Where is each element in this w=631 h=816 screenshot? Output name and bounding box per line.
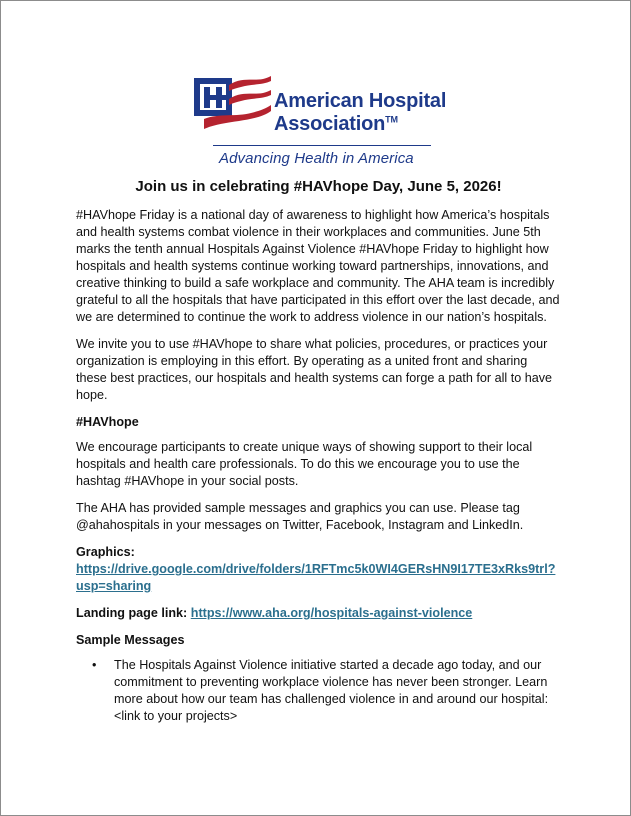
- encourage-paragraph: We encourage participants to create unique ways of showing support to their local hospitals and health care professionals. To do this we encourage you to use the hashtag #HAVhope in your social posts.: [76, 440, 533, 488]
- org-name: [274, 90, 446, 136]
- tagline: Advancing Health in America: [219, 150, 414, 167]
- hashtag-heading: #HAVhope: [76, 415, 139, 429]
- aha-logo: [1, 1, 630, 176]
- graphics-section: [76, 544, 561, 595]
- tagline-divider: [213, 145, 431, 146]
- landing-link[interactable]: https://www.aha.org/hospitals-against-violence: [190, 606, 473, 620]
- intro-paragraph: #HAVhope Friday is a national day of awareness to highlight how America’s hospitals and health systems combat violence in their workplaces and communities. June 5th marks the tenth annual Hospitals Against Violence #HAVhope Friday to highlight how hospitals and health systems continue working toward partnerships, innovations, and creative thinking to build a safe workplace and community. The AHA team is incredibly grateful to all the hospitals that have participated in this effort over the last decade, and we are determined to continue the work to address violence in our nation’s hospitals.: [76, 208, 560, 324]
- provided-paragraph: The AHA has provided sample messages and graphics you can use. Please tag @ahahospitals in your messages on Twitter, Facebook, Instagram and LinkedIn.: [76, 501, 524, 532]
- org-name-line1: American Hospital: [274, 90, 447, 112]
- trademark-mark: TM: [385, 114, 398, 125]
- org-name-line2: Association: [274, 113, 386, 135]
- samples-heading: Sample Messages: [76, 633, 185, 647]
- org-name-line2-wrap: [274, 113, 446, 136]
- document-body: [76, 177, 561, 725]
- sample-message-text: The Hospitals Against Violence initiative started a decade ago today, and our commitment to preventing workplace violence has never been stronger. Learn more about how our team has challenged violence in and around our hospital: <link to your projects>: [114, 658, 549, 723]
- page-title: Join us in celebrating #HAVhope Day, June 5, 2026!: [135, 178, 502, 195]
- graphics-link[interactable]: https://drive.google.com/drive/folders/1RFTmc5k0WI4GERsHN9I17TE3xRks9trl?usp=sharing: [76, 562, 556, 593]
- landing-label: Landing page link:: [76, 606, 188, 620]
- graphics-label: Graphics:: [76, 545, 135, 559]
- landing-section: [76, 605, 561, 622]
- list-item: [76, 657, 561, 725]
- invite-paragraph: We invite you to use #HAVhope to share what policies, procedures, or practices your organization is employing in this effort. By operating as a united front and sharing these best practices, our hospitals and health systems can forge a path for all to have hope.: [76, 337, 553, 402]
- sample-messages-list: [76, 657, 561, 725]
- bullet-icon: •: [92, 658, 97, 672]
